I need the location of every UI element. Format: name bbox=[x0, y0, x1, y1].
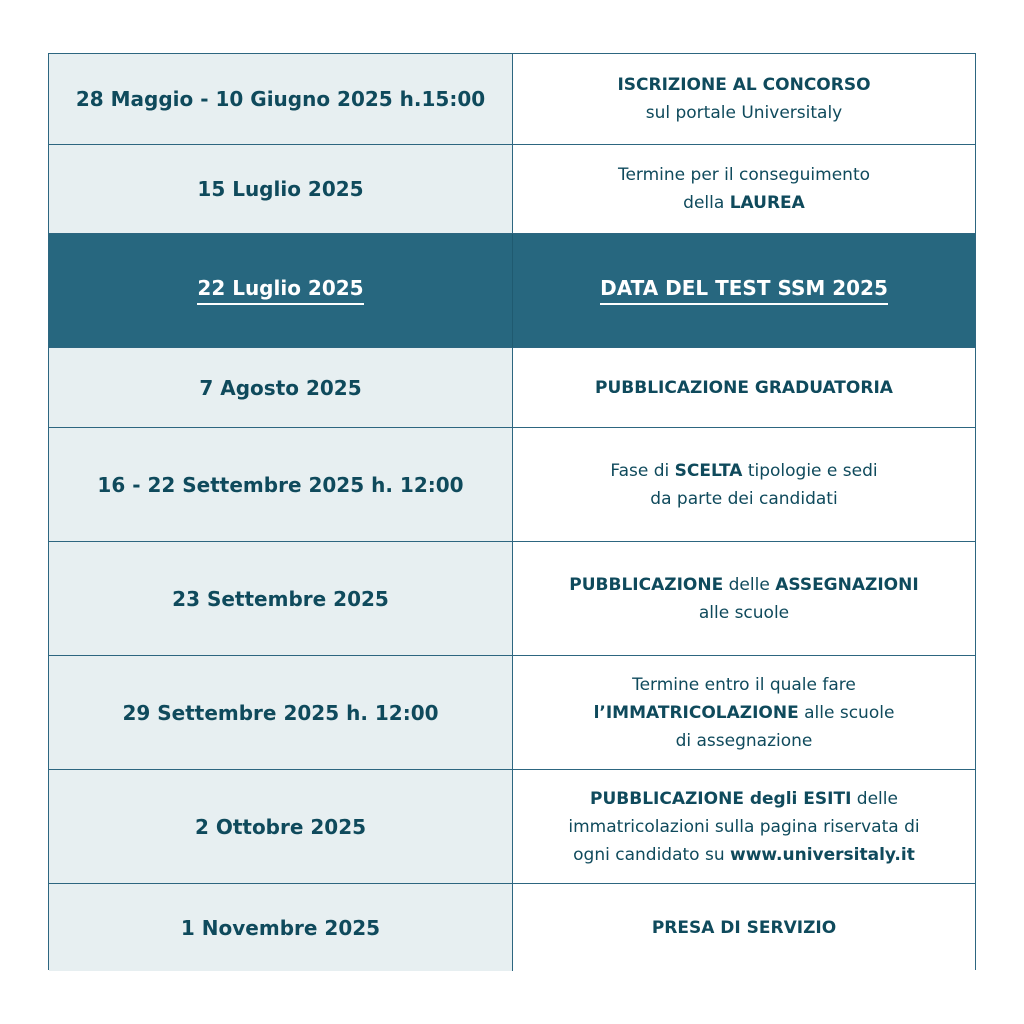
row-date bbox=[49, 145, 513, 234]
row-description bbox=[513, 884, 975, 971]
description-text: della bbox=[683, 193, 730, 213]
date-text: 1 Novembre 2025 bbox=[180, 915, 381, 940]
description-text: ogni candidato su bbox=[573, 844, 731, 865]
description-text: delle bbox=[851, 788, 898, 809]
test-date-text: 22 Luglio 2025 bbox=[197, 276, 363, 305]
schedule-table bbox=[48, 53, 976, 970]
description-bold: SCELTA bbox=[674, 460, 743, 481]
date-text: 16 - 22 Settembre 2025 h. 12:00 bbox=[97, 472, 464, 497]
date-text: 29 Settembre 2025 h. 12:00 bbox=[122, 700, 439, 725]
row-description bbox=[513, 542, 975, 656]
row-description bbox=[513, 145, 975, 234]
description-line: Termine entro il quale fare bbox=[632, 674, 856, 695]
date-text: 15 Luglio 2025 bbox=[197, 177, 364, 201]
description-line bbox=[618, 189, 870, 217]
description-line: Termine per il conseguimento bbox=[617, 165, 871, 185]
row-description bbox=[513, 656, 975, 770]
description-bold: PUBBLICAZIONE degli ESITI bbox=[590, 788, 852, 809]
description-line: alle scuole bbox=[698, 602, 790, 623]
date-text: 2 Ottobre 2025 bbox=[194, 814, 367, 839]
row-date bbox=[49, 348, 513, 428]
description-line bbox=[569, 571, 918, 599]
description-line: di assegnazione bbox=[675, 730, 813, 751]
description-line: immatricolazioni sulla pagina riservata di bbox=[568, 816, 920, 837]
row-date bbox=[49, 542, 513, 656]
row-date bbox=[49, 428, 513, 542]
row-description bbox=[513, 54, 975, 145]
row-date bbox=[49, 54, 513, 145]
description-title: PUBBLICAZIONE GRADUATORIA bbox=[595, 377, 893, 398]
description-bold: l’IMMATRICOLAZIONE bbox=[593, 702, 799, 723]
description-line bbox=[610, 457, 877, 485]
row-description bbox=[513, 428, 975, 542]
description-text: tipologie e sedi bbox=[742, 460, 878, 481]
description-bold: LAUREA bbox=[729, 193, 805, 213]
row-date bbox=[49, 884, 513, 971]
description-text: alle scuole bbox=[798, 702, 895, 723]
row-description bbox=[513, 770, 975, 884]
description-line bbox=[568, 785, 919, 813]
row-date bbox=[49, 656, 513, 770]
date-text: 28 Maggio - 10 Giugno 2025 h.15:00 bbox=[75, 87, 486, 111]
universitaly-link-text: www.universitaly.it bbox=[730, 844, 915, 865]
row-description-highlight bbox=[513, 234, 975, 348]
description-line: da parte dei candidati bbox=[650, 488, 838, 509]
description-text: delle bbox=[723, 574, 776, 595]
test-title-text: DATA DEL TEST SSM 2025 bbox=[600, 276, 888, 305]
description-line bbox=[594, 699, 895, 727]
description-line bbox=[568, 841, 919, 869]
date-text: 7 Agosto 2025 bbox=[199, 375, 362, 400]
row-description bbox=[513, 348, 975, 428]
description-title: ISCRIZIONE AL CONCORSO bbox=[617, 75, 871, 95]
description-line: sul portale Universitaly bbox=[645, 103, 843, 123]
description-bold: ASSEGNAZIONI bbox=[775, 574, 919, 595]
row-date bbox=[49, 770, 513, 884]
description-text: Fase di bbox=[610, 460, 675, 481]
row-date-highlight bbox=[49, 234, 513, 348]
description-title: PRESA DI SERVIZIO bbox=[651, 917, 837, 938]
description-bold: PUBBLICAZIONE bbox=[569, 574, 724, 595]
date-text: 23 Settembre 2025 bbox=[172, 586, 389, 611]
